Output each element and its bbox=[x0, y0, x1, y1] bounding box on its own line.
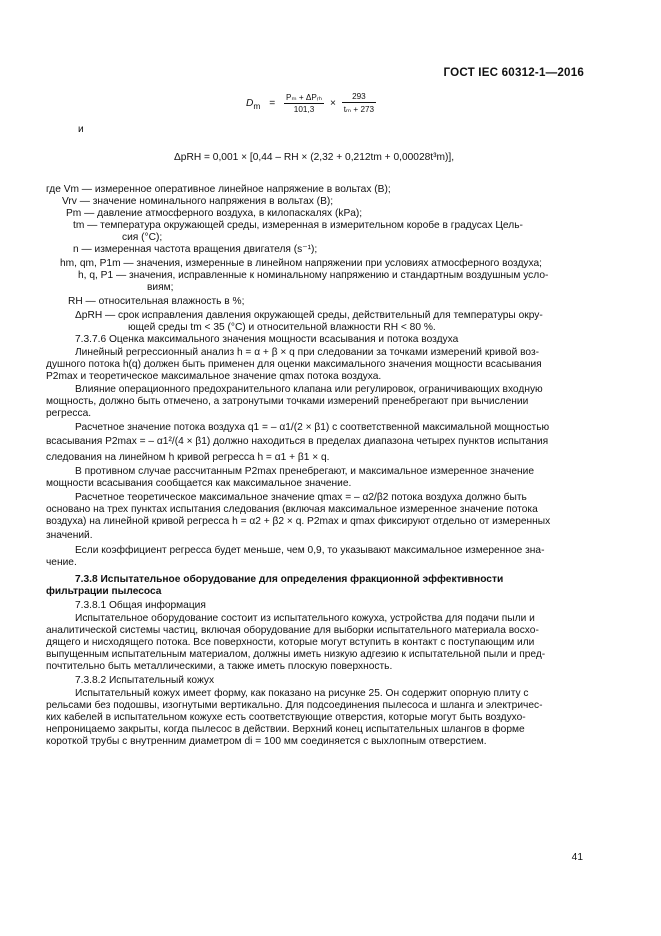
formula-eq: = bbox=[269, 97, 276, 109]
standard-header: ГОСТ IEC 60312-1—2016 bbox=[443, 66, 584, 79]
formula-dm bbox=[246, 92, 376, 114]
section-heading-bold: фильтрации пылесоса bbox=[46, 586, 162, 597]
body-line: короткой трубы с внутренним диаметром di = 100 мм соединяется с выхлопным отверстием. bbox=[46, 736, 487, 747]
formula-fraction-1 bbox=[284, 92, 324, 114]
where-line: Vrv — значение номинального напряжения в вольтах (В); bbox=[62, 196, 334, 207]
where-line: виям; bbox=[147, 282, 174, 293]
section-heading-bold: 7.3.8 Испытательное оборудование для определения фракционной эффективности bbox=[75, 574, 504, 585]
body-line: всасывания P2max = – α1²/(4 × β1) должно находиться в пределах диапазона четырех пунктов испытания bbox=[46, 436, 549, 447]
body-line: P2max и теоретическое максимальное значение qmax потока воздуха. bbox=[46, 371, 382, 382]
body-line: чение. bbox=[46, 557, 77, 568]
body-line: Расчетное теоретическое максимальное значение qmax = – α2/β2 потока воздуха должно быть bbox=[75, 492, 527, 503]
body-line: В противном случае рассчитанным P2max пренебрегают, и максимальное измеренное значение bbox=[75, 466, 535, 477]
fraction-1-denominator: 101,3 bbox=[293, 105, 315, 114]
formula-delta-p: ΔpRH = 0,001 × [0,44 – RH × (2,32 + 0,212tm + 0,00028t³m)], bbox=[174, 152, 455, 163]
subsection-heading: 7.3.8.2 Испытательный кожух bbox=[75, 675, 215, 686]
body-line: непроницаемо закрыты, когда пылесос в действии. Верхний конец испытательных шлангов в форме bbox=[46, 724, 525, 735]
conjunction: и bbox=[78, 124, 84, 135]
body-line: значений. bbox=[46, 530, 93, 541]
where-line: где Vm — измеренное оперативное линейное напряжение в вольтах (В); bbox=[46, 184, 391, 195]
where-line: n — измеренная частота вращения двигателя (s⁻¹); bbox=[73, 244, 318, 255]
where-line: сия (°C); bbox=[122, 232, 163, 243]
where-line: ΔpRH — срок исправления давления окружающей среды, действительный для температуры окру- bbox=[75, 310, 543, 321]
body-line: Испытательное оборудование состоит из испытательного кожуха, устройства для подачи пыли и bbox=[75, 613, 535, 624]
formula-times: × bbox=[329, 97, 336, 109]
fraction-2-denominator: tₘ + 273 bbox=[343, 105, 375, 114]
body-line: Расчетное значение потока воздуха q1 = – α1/(2 × β1) с соответственной максимальной мощностью bbox=[75, 422, 550, 433]
body-line: ких кабелей в испытательном кожухе есть соответствующие отверстия, которые могут быть воздухо- bbox=[46, 712, 526, 723]
body-line: Испытательный кожух имеет форму, как показано на рисунке 25. Он содержит опорную плиту с bbox=[75, 688, 529, 699]
where-line: hm, qm, P1m — значения, измеренные в линейном напряжении при условиях атмосферного воздуха; bbox=[60, 258, 542, 269]
subsection-heading: 7.3.8.1 Общая информация bbox=[75, 600, 206, 611]
formula-fraction-2 bbox=[342, 92, 376, 114]
body-line: мощности всасывания сообщается как максимальное значение. bbox=[46, 478, 352, 489]
where-line: RH — относительная влажность в %; bbox=[68, 296, 245, 307]
body-line: регресса. bbox=[46, 408, 92, 419]
body-line: дящего и нисходящего потока. Все поверхности, которые могут вступить в контакт с поступающим или bbox=[46, 637, 535, 648]
where-line: h, q, P1 — значения, исправленные к номинальному напряжению и стандартным воздушным усло- bbox=[78, 270, 549, 281]
where-line: tm — температура окружающей среды, измеренная в измерительном коробе в градусах Цель- bbox=[73, 220, 523, 231]
body-line: рельсами без подошвы, изогнутыми вертикально. Для подсоединения пылесоса и шланга и электричес- bbox=[46, 700, 543, 711]
body-line: выпущенным испытательным материалом, должны иметь низкую адгезию к испытательной пыли и пред- bbox=[46, 649, 546, 660]
body-line: основано на трех пунктах испытания следования (включая максимальное измеренное значение потока bbox=[46, 504, 538, 515]
body-line: Влияние операционного предохранительного клапана или регулировок, ограничивающих входную bbox=[75, 384, 543, 395]
body-line: аналитической системы частиц, включая оборудование для выборки испытательного материала восхо- bbox=[46, 625, 539, 636]
body-line: Линейный регрессионный анализ h = α + β × q при следовании за точками измерений кривой воз- bbox=[75, 347, 540, 358]
body-line: почтительно быть металлическими, а также иметь плоскую поверхность. bbox=[46, 661, 393, 672]
body-line: душного потока h(q) должен быть применен для оценки максимального значения мощности всасывания bbox=[46, 359, 542, 370]
formula-lhs: $D_m$ bbox=[246, 97, 261, 111]
section-heading: 7.3.7.6 Оценка максимального значения мощности всасывания и потока воздуха bbox=[75, 334, 459, 345]
body-line: следования на линейном h кривой регресса h = α1 + β1 × q. bbox=[46, 452, 330, 463]
where-line: Pm — давление атмосферного воздуха, в килопаскалях (kPa); bbox=[66, 208, 363, 219]
fraction-2-numerator: 293 bbox=[342, 92, 376, 103]
fraction-1-numerator: Pₘ + ΔPᵣₕ bbox=[285, 93, 323, 102]
body-line: воздуха) на линейной кривой регресса h = α2 + β2 × q. P2max и qmax фиксируют отдельно от измеренных bbox=[46, 516, 551, 527]
body-line: мощность, должно быть отмечено, а затронутыми точками измерений пренебрегают при вычислении bbox=[46, 396, 529, 407]
page-number: 41 bbox=[571, 852, 583, 863]
where-line: ющей среды tm < 35 (°C) и относительной влажности RH < 80 %. bbox=[128, 322, 436, 333]
body-line: Если коэффициент регресса будет меньше, чем 0,9, то указывают максимальное измеренное зна- bbox=[75, 545, 545, 556]
